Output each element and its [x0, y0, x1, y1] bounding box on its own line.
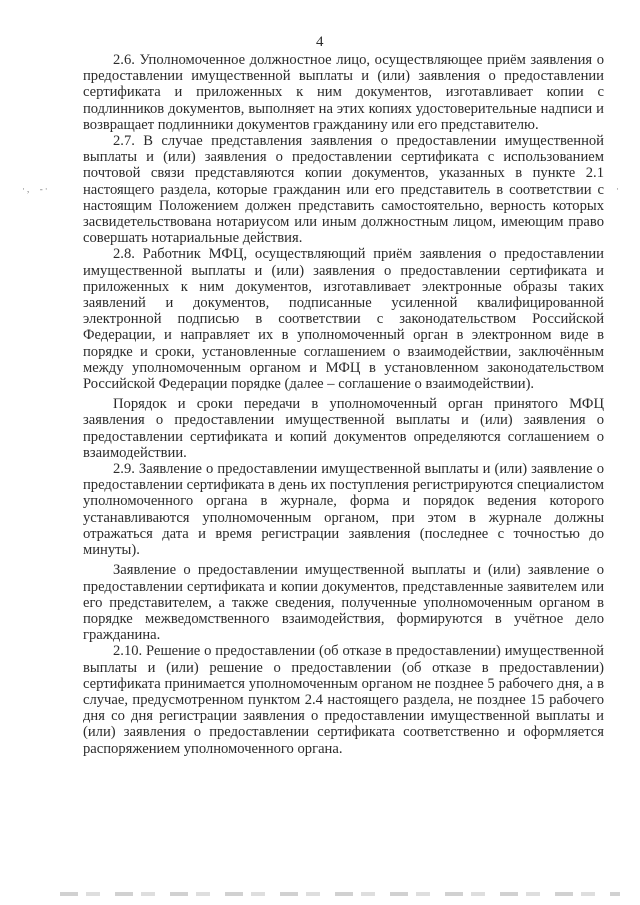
paragraph-2-9-case-file: Заявление о предоставлении имущественной выплаты и (или) заявление о предоставлении сертификата и копии документов, представленные заявителем или его представителем, а также сведения, полученные уполномоченным органом в порядке межведомственного взаимодействия, формируются в учётное дело гражданина. [83, 562, 604, 644]
scan-speck-right: · [616, 184, 621, 194]
scan-bottom-noise [60, 892, 620, 896]
document-body [83, 52, 604, 757]
paragraph-2-7: 2.7. В случае представления заявления о предоставлении имущественной выплаты и (или) заявления о предоставлении сертификата с использованием почтовой связи представляются копии документов, указанных в пункте 2.1 настоящего раздела, которые гражданин или его представитель в соответствии с настоящим Положением должен представить самостоятельно, верность которых засвидетельствована нотариусом или иным должностным лицом, имеющим право совершать нотариальные действия. [83, 133, 604, 247]
paragraph-2-9: 2.9. Заявление о предоставлении имущественной выплаты и (или) заявление о предоставлении сертификата в день их поступления регистрируются специалистом уполномоченного органа в журнале, форма и порядок ведения которого устанавливаются уполномоченным органом, при этом в журнале должны отражаться дата и время регистрации заявления (последнее с точностью до минуты). [83, 461, 604, 559]
paragraph-2-6: 2.6. Уполномоченное должностное лицо, осуществляющее приём заявления о предоставлении имущественной выплаты и (или) заявления о предоставлении сертификата и приложенных к ним документов, изготавливает копии с подлинников документов, выполняет на этих копиях удостоверительные надписи и возвращает подлинники документов гражданину или его представителю. [83, 52, 604, 133]
page-number: 4 [316, 34, 324, 50]
paragraph-2-10: 2.10. Решение о предоставлении (об отказе в предоставлении) имущественной выплаты и (или) решение о предоставлении (об отказе в предоставлении) сертификата принимается уполномоченным органом не позднее 5 рабочего дня, а в случае, предусмотренном пунктом 2.4 настоящего раздела, не позднее 15 рабочего дня со дня регистрации заявления о предоставлении имущественной выплаты и (или) заявления о предоставлении сертификата соответственно и оформляется распоряжением уполномоченного органа. [83, 643, 604, 757]
scan-speck-left: ·, -· [22, 184, 50, 194]
paragraph-2-8: 2.8. Работник МФЦ, осуществляющий приём заявления о предоставлении имущественной выплаты и (или) заявления о предоставлении сертификата и приложенных к ним документов, изготавливает электронные образы таких заявлений и документов, подписанные усиленной квалифицированной электронной подписью в соответствии с законодательством Российской Федерации, и направляет их в уполномоченный орган в электронном виде в порядке и сроки, установленные соглашением о взаимодействии, заключённым между уполномоченным органом и МФЦ в установленном законодательством Российской Федерации порядке (далее – соглашение о взаимодействии). [83, 246, 604, 393]
paragraph-2-8-procedure: Порядок и сроки передачи в уполномоченный орган принятого МФЦ заявления о предоставлении имущественной выплаты и (или) заявления о предоставлении сертификата и копий документов определяются соглашением о взаимодействии. [83, 396, 604, 461]
